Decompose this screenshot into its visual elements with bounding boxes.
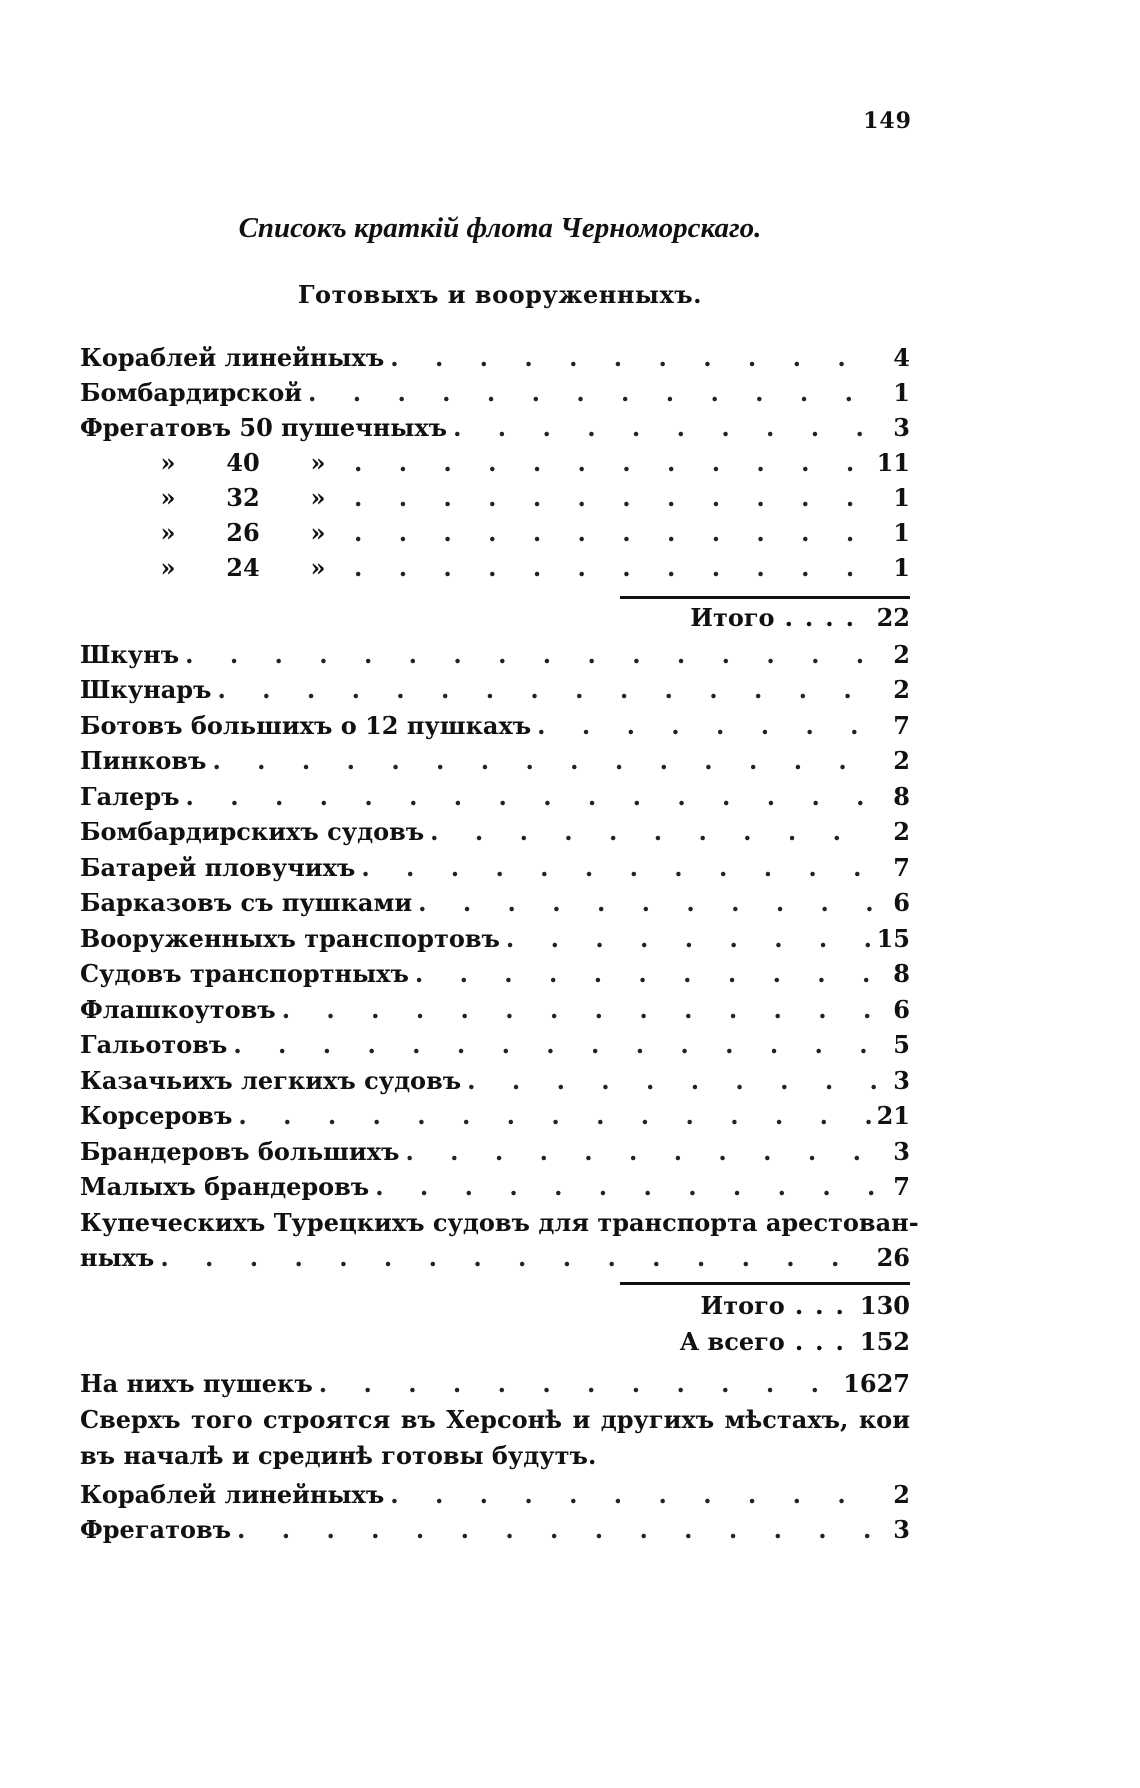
item-label: Барказовъ съ пушками bbox=[80, 888, 413, 917]
page-number: 149 bbox=[863, 108, 912, 134]
item-label: Вооруженныхъ транспортовъ bbox=[80, 924, 500, 953]
item-value: 1 bbox=[893, 518, 910, 547]
ditto-mark: » bbox=[160, 518, 176, 547]
item-label: Казачьихъ легкихъ судовъ bbox=[80, 1066, 462, 1095]
item-label: Малыхъ брандеровъ bbox=[80, 1172, 370, 1201]
list-item bbox=[80, 515, 910, 551]
item-value: 8 bbox=[893, 782, 910, 811]
list-item bbox=[80, 850, 910, 886]
list-item bbox=[80, 375, 910, 411]
item-label: Кораблей линейныхъ bbox=[80, 343, 385, 372]
list-item bbox=[80, 672, 910, 708]
item-value: 7 bbox=[893, 853, 910, 882]
list-item bbox=[80, 550, 910, 586]
item-value: 5 bbox=[893, 1030, 910, 1059]
item-value: 21 bbox=[876, 1101, 910, 1130]
item-value: 6 bbox=[893, 888, 910, 917]
list-item bbox=[80, 779, 910, 815]
ditto-mark: » bbox=[310, 553, 326, 582]
subtotal-row: Итого .... 22 bbox=[690, 600, 910, 636]
item-label: Бомбардирскихъ судовъ bbox=[80, 817, 425, 846]
list-item bbox=[80, 1063, 910, 1099]
item-value: 3 bbox=[893, 1066, 910, 1095]
item-label: Судовъ транспортныхъ bbox=[80, 959, 409, 988]
item-label: Фрегатовъ 50 пушечныхъ bbox=[80, 413, 448, 442]
subtotal-label: Итого bbox=[690, 603, 775, 632]
item-value: 3 bbox=[893, 413, 910, 442]
list-item bbox=[80, 445, 910, 481]
list-item bbox=[80, 480, 910, 516]
item-label: На нихъ пушекъ bbox=[80, 1369, 313, 1398]
item-label: Купеческихъ Турецкихъ судовъ для транспорта арестован- bbox=[80, 1208, 919, 1237]
item-label: Батарей пловучихъ bbox=[80, 853, 356, 882]
item-value: 15 bbox=[876, 924, 910, 953]
item-value: 7 bbox=[893, 1172, 910, 1201]
subtotal-label: Итого bbox=[700, 1291, 785, 1320]
ditto-mark: » bbox=[310, 483, 326, 512]
item-value: 2 bbox=[893, 817, 910, 846]
item-value: 6 bbox=[893, 995, 910, 1024]
item-label: Брандеровъ большихъ bbox=[80, 1137, 400, 1166]
list-item bbox=[80, 708, 910, 744]
divider bbox=[620, 596, 910, 599]
item-value: 4 bbox=[893, 343, 910, 372]
item-value: 2 bbox=[893, 746, 910, 775]
item-value: 3 bbox=[893, 1137, 910, 1166]
subtotal-value: 22 bbox=[876, 603, 910, 632]
item-value: 2 bbox=[893, 1480, 910, 1509]
item-value: 26 bbox=[876, 1243, 910, 1272]
list-item bbox=[80, 1205, 919, 1241]
item-label: Кораблей линейныхъ bbox=[80, 1480, 385, 1509]
ditto-mark: » bbox=[160, 448, 176, 477]
section-subtitle: Готовыхъ и вооруженныхъ. bbox=[297, 280, 703, 309]
item-label: Шкунаръ bbox=[80, 675, 212, 704]
list-item bbox=[80, 814, 910, 850]
subtotal-value: 130 bbox=[859, 1291, 910, 1320]
gun-count: 32 bbox=[226, 483, 260, 512]
list-item bbox=[80, 1098, 910, 1134]
list-item bbox=[80, 1477, 910, 1513]
subtotal-row: Итого ... 130 bbox=[701, 1288, 910, 1324]
item-label: Пинковъ bbox=[80, 746, 207, 775]
gun-count: 26 bbox=[226, 518, 260, 547]
ditto-mark: » bbox=[160, 483, 176, 512]
grand-total-label: А всего bbox=[679, 1327, 785, 1356]
ditto-mark: » bbox=[310, 518, 326, 547]
item-value: 2 bbox=[893, 640, 910, 669]
list-item bbox=[80, 410, 910, 446]
item-label: Флашкоутовъ bbox=[80, 995, 276, 1024]
list-item bbox=[80, 1169, 910, 1205]
item-label: Бомбардирской bbox=[80, 378, 303, 407]
building-note: Сверхъ того строятся въ Херсонѣ и другихъ мѣстахъ, кои въ началѣ и срединѣ готовы будутъ. bbox=[80, 1405, 910, 1470]
item-label: Гальотовъ bbox=[80, 1030, 228, 1059]
list-item bbox=[80, 1027, 910, 1063]
gun-count: 40 bbox=[226, 448, 260, 477]
item-value: 1627 bbox=[843, 1369, 910, 1398]
list-item bbox=[80, 1240, 910, 1276]
item-label: Ботовъ большихъ о 12 пушкахъ bbox=[80, 711, 532, 740]
item-value: 7 bbox=[893, 711, 910, 740]
item-value: 2 bbox=[893, 675, 910, 704]
list-item bbox=[80, 1134, 910, 1170]
list-item bbox=[80, 956, 910, 992]
list-item bbox=[80, 921, 910, 957]
item-label: Корсеровъ bbox=[80, 1101, 233, 1130]
item-value: 1 bbox=[893, 553, 910, 582]
list-item bbox=[80, 1512, 910, 1548]
list-item bbox=[80, 637, 910, 673]
list-item bbox=[80, 1366, 910, 1402]
list-item bbox=[80, 885, 910, 921]
grand-total-row: А всего ... 152 bbox=[680, 1324, 910, 1360]
grand-total-value: 152 bbox=[859, 1327, 910, 1356]
item-value: 3 bbox=[893, 1515, 910, 1544]
item-label: Фрегатовъ bbox=[80, 1515, 232, 1544]
list-item bbox=[80, 743, 910, 779]
divider bbox=[620, 1282, 910, 1285]
list-item bbox=[80, 992, 910, 1028]
item-value: 8 bbox=[893, 959, 910, 988]
item-label: Шкунъ bbox=[80, 640, 180, 669]
item-label: ныхъ bbox=[80, 1243, 155, 1272]
gun-count: 24 bbox=[226, 553, 260, 582]
item-value: 1 bbox=[893, 483, 910, 512]
page-title: Списокъ краткій флота Черноморскаго. bbox=[238, 212, 762, 244]
ditto-mark: » bbox=[310, 448, 326, 477]
item-label: Галеръ bbox=[80, 782, 180, 811]
ditto-mark: » bbox=[160, 553, 176, 582]
item-value: 11 bbox=[876, 448, 910, 477]
item-value: 1 bbox=[893, 378, 910, 407]
list-item bbox=[80, 340, 910, 376]
